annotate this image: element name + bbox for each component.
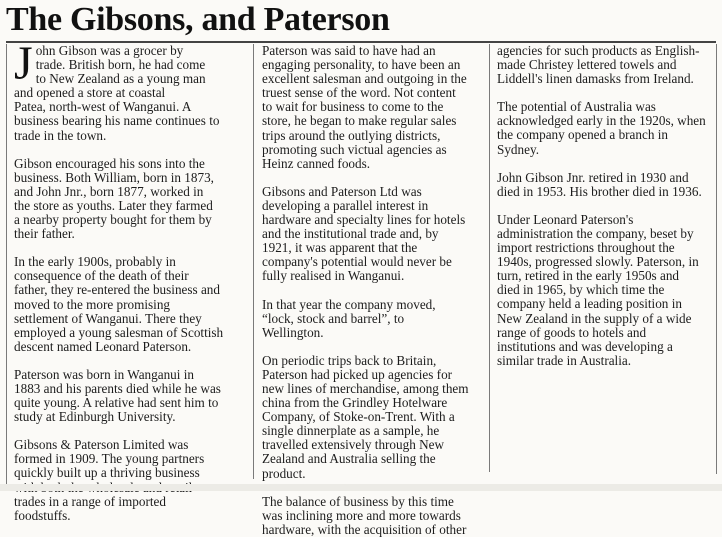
text-line: Wellington. [262, 324, 324, 340]
text-line: hardware and specialty lines for hotels [262, 212, 466, 228]
text-line: trade in the town. [14, 127, 107, 143]
text-line: a nearby property bought for them by [14, 212, 212, 228]
text-line: acknowledged early in the 1920s, when [497, 113, 706, 129]
text-line: father, they re-entered the business and [14, 282, 220, 298]
article-paragraph [497, 100, 715, 156]
text-line: quite young. A relative had sent him to [14, 395, 219, 411]
text-line: single dinnerplate as a sample, he [262, 423, 440, 439]
text-line: administration the company, beset by [497, 225, 694, 241]
text-line: similar trade in Australia. [497, 352, 632, 368]
text-line: range of goods to hotels and [497, 324, 647, 340]
text-line: 1940s, progressed slowly. Paterson, in [497, 254, 699, 270]
text-line: company's potential would never be [262, 254, 452, 270]
text-line: descent named Leonard Paterson. [14, 338, 192, 354]
text-line: business. Both William, born in 1873, [14, 169, 214, 185]
text-line: In that year the company moved, [262, 296, 436, 312]
text-line: excellent salesman and outgoing in the [262, 71, 467, 87]
drop-cap: J [14, 37, 33, 90]
text-line: and the institutional trade and, by [262, 226, 439, 242]
article-paragraph [14, 157, 242, 242]
article-paragraph [497, 44, 715, 86]
text-line: Paterson had picked up agencies for [262, 366, 453, 382]
text-line: import restrictions throughout the [497, 240, 675, 256]
article-paragraph [14, 438, 242, 523]
text-line: agencies for such products as English- [497, 43, 700, 58]
text-line: died in 1953. His brother died in 1936. [497, 183, 702, 199]
article-column-1 [14, 37, 242, 523]
text-line: study at Edinburgh University. [14, 409, 176, 425]
text-line: employed a young salesman of Scottish [14, 324, 224, 340]
text-line: Under Leonard Paterson's [497, 211, 634, 227]
text-line: and John Jnr., born 1877, worked in [14, 183, 204, 199]
text-line: to wait for business to come to the [262, 99, 444, 115]
text-line: made Christey lettered towels and [497, 57, 677, 73]
page-bottom-edge [0, 484, 722, 491]
article-paragraph [14, 255, 242, 354]
text-line: The balance of business by this time [262, 493, 454, 509]
text-line: Paterson was born in Wanganui in [14, 366, 194, 382]
text-line: Gibsons & Paterson Limited was [14, 437, 189, 453]
article-headline: The Gibsons, and Paterson [6, 1, 390, 38]
text-line: consequence of the death of their [14, 268, 189, 284]
text-line: the company opened a branch in [497, 127, 669, 143]
article-paragraph [262, 44, 490, 171]
text-line: promoting such victual agencies as [262, 141, 447, 157]
text-line: and opened a store at coastal [14, 85, 166, 101]
text-line: Paterson was said to have had an [262, 43, 436, 58]
text-line: the store as youths. Later they farmed [14, 197, 213, 213]
text-line: Zealand and Australia selling the [262, 451, 436, 467]
text-line: John Gibson Jnr. retired in 1930 and [497, 169, 689, 185]
article-paragraph [262, 495, 490, 537]
text-line: quickly built up a thriving business [14, 465, 200, 481]
article-paragraph [262, 298, 490, 340]
text-line: Gibson encouraged his sons into the [14, 155, 205, 171]
text-line: trips around the outlying districts, [262, 127, 441, 143]
article-paragraph [14, 37, 242, 143]
text-line: their father. [14, 226, 75, 242]
column-divider [253, 44, 254, 479]
text-line: travelled extensively through New [262, 437, 445, 453]
column-divider [716, 44, 717, 474]
text-line: “lock, stock and barrel”, to [262, 310, 405, 326]
text-line: turn, retired in the early 1950s and [497, 268, 680, 284]
text-line: trades in a range of imported [14, 493, 166, 509]
article-paragraph [497, 213, 715, 368]
text-line: settlement of Wanganui. There they [14, 310, 202, 326]
text-line: store, he began to make regular sales [262, 113, 457, 129]
article-paragraph [262, 354, 490, 481]
article-column-2 [262, 43, 490, 537]
text-line: company held a leading position in [497, 296, 682, 312]
text-line: Liddell's linen damasks from Ireland. [497, 71, 694, 87]
text-line: The potential of Australia was [497, 99, 656, 115]
text-line: 1921, it was apparent that the [262, 240, 418, 256]
text-line: Sydney. [497, 141, 540, 157]
text-line: formed in 1909. The young partners [14, 451, 205, 467]
text-line: new lines of merchandise, among them [262, 380, 469, 396]
text-line: hardware, with the acquisition of other [262, 521, 467, 537]
text-line: foodstuffs. [14, 507, 71, 523]
article-column-3 [497, 43, 715, 368]
text-line: china from the Grindley Hotelware [262, 395, 448, 411]
text-line: institutions and was developing a [497, 338, 673, 354]
text-line: Heinz canned foods. [262, 155, 371, 171]
text-line: New Zealand in the supply of a wide [497, 310, 692, 326]
text-line: In the early 1900s, probably in [14, 254, 176, 270]
text-line: ohn Gibson was a grocer by [35, 43, 184, 58]
text-line: product. [262, 465, 306, 481]
text-line: Patea, north-west of Wanganui. A [14, 99, 192, 115]
text-line: On periodic trips back to Britain, [262, 352, 437, 368]
text-line: to New Zealand as a young man [35, 71, 206, 87]
text-line: died in 1965, by which time the [497, 282, 665, 298]
text-line: fully realised in Wanganui. [262, 268, 405, 284]
column-divider [6, 44, 7, 484]
text-line: Gibsons and Paterson Ltd was [262, 183, 422, 199]
text-line: developing a parallel interest in [262, 197, 429, 213]
article-paragraph [14, 368, 242, 424]
text-line: Company, of Stoke-on-Trent. With a [262, 409, 455, 425]
text-line: trade. British born, he had come [35, 57, 206, 73]
text-line: truest sense of the word. Not content [262, 85, 456, 101]
text-line: was inclining more and more towards [262, 507, 461, 523]
article-paragraph [262, 185, 490, 284]
text-line: engaging personality, to have been an [262, 57, 461, 73]
article-paragraph [497, 171, 715, 199]
text-line: 1883 and his parents died while he was [14, 380, 221, 396]
text-line: moved to the more promising [14, 296, 171, 312]
text-line: business bearing his name continues to [14, 113, 220, 129]
